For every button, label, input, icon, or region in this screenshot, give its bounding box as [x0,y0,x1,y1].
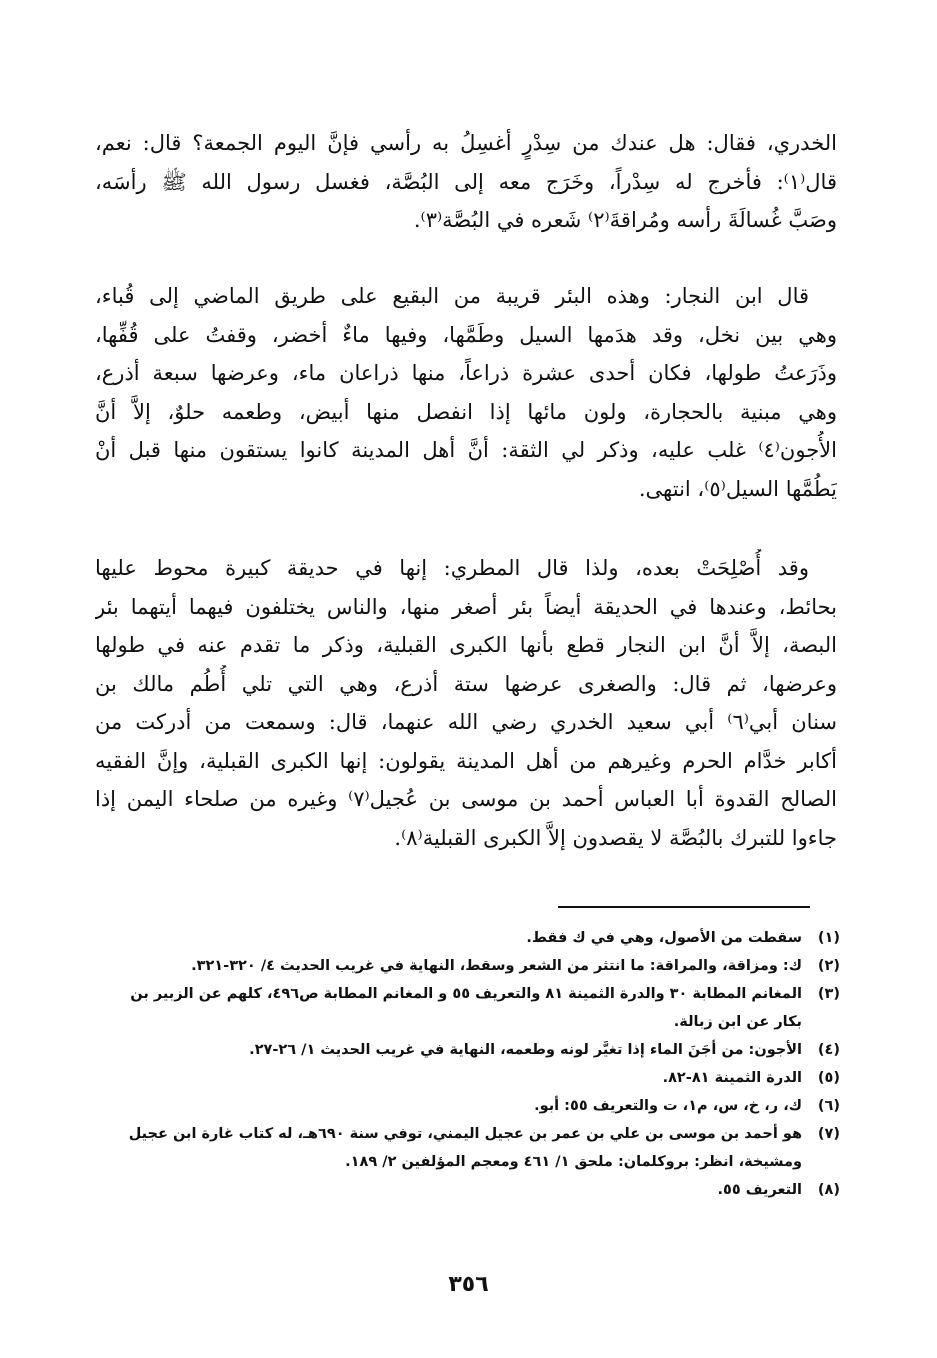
text-line: وهي بين نخل، وقد هدَمها السيل وطَمَّها، وفيها ماءٌ أخضر، وقفتُ على قُفِّها، [95,322,837,347]
text-line: وذَرَعتُ طولها، فكان أحدى عشرة ذراعاً، منها ذراعان ماء، وعرضها سبعة أذرع، [95,361,837,385]
text-line: الأُجون⁽٤⁾ غلب عليه، وذكر لي الثقة: أنَّ أهل المدينة كانوا يستقون منها قبل أنْ [95,438,837,462]
footnote-number: (٧) [817,1126,840,1142]
footnote-3 [60,980,840,1008]
text-line: جاءوا للتبرك بالبُصَّة لا يقصدون إلاَّ الكبرى القبلية⁽٨⁾. [394,825,837,850]
text-line: سنان أبي⁽٦⁾ أبي سعيد الخدري رضي الله عنهما، قال: وسمعت من أدركت من [95,710,837,734]
footnote-text: التعريف ٥٥. [717,1182,802,1198]
text-line: قال⁽١⁾: فأخرج له سِدْراً، وخَرَج معه إلى البُصَّة، فغسل رسول الله ﷺ رأسَه، [95,169,837,194]
footnote-text: الدرة الثمينة ٨١-٨٢. [662,1070,802,1086]
page-number: ٣٥٦ [448,1272,489,1297]
text-line: وهي مبنية بالحجارة، ولون مائها إذا انفصل منها أبيض، وطعمه حلوٌ، إلاَّ أنَّ [95,399,837,424]
text-line: وصَبَّ غُسالَةَ رأسه ومُراقةَ⁽٢⁾ شَعره في البُصَّة⁽٣⁾. [413,208,837,232]
footnote-number: (١) [817,930,840,946]
footnote-text: ومشيخة، انظر: بروكلمان: ملحق ١/ ٤٦١ ومعجم المؤلفين ٢/ ١٨٩. [345,1154,802,1170]
footnote-number: (٣) [817,986,840,1002]
footnote-4 [60,1036,840,1064]
footnote-number: (٦) [817,1098,840,1114]
text-line: البصة، إلاَّ أنَّ ابن النجار قطع بأنها الكبرى القبلية، وذكر ما تقدم عنه في طولها [95,633,837,657]
footnote-text: بكار عن ابن زبالة. [673,1014,802,1030]
footnote-5 [60,1064,840,1092]
footnote-text: ك: ومزاقة، والمراقة: ما انتثر من الشعر وسقط، النهاية في غريب الحديث ٤/ ٣٢٠-٣٢١. [191,958,802,974]
footnote-number: (٢) [817,958,840,974]
text-line: الصالح القدوة أبا العباس أحمد بن موسى بن عُجيل⁽٧⁾ وغيره من صلحاء اليمن إذا [95,787,837,811]
footnote-number: (٤) [817,1042,840,1058]
footnote-text: سقطت من الأصول، وهي في ك فقط. [526,930,802,946]
footnote-7-cont [60,1148,840,1176]
text-line: وعرضها، ثم قال: والصغرى عرضها ستة أذرع، وهي التي تلي أُطُم مالك بن [95,671,837,696]
footnote-separator [558,906,810,908]
text-line: وقد أُصْلِحَتْ بعده، ولذا قال المطري: إنها في حديقة كبيرة محوط عليها [95,556,809,580]
text-line: أكابر خدَّام الحرم وغيرهم من أهل المدينة يقولون: إنها الكبرى القبلية، وإنَّ الفقيه [95,748,837,773]
footnote-number: (٥) [817,1070,840,1086]
footnote-8 [60,1176,840,1204]
text-line: قال ابن النجار: وهذه البئر قريبة من البقيع على طريق الماضي إلى قُباء، [95,284,809,308]
footnote-3-cont [60,1008,840,1036]
footnote-text: هو أحمد بن موسى بن علي بن عمر بن عجيل اليمني، توفي سنة ٦٩٠هـ، له كتاب غارة ابن عجيل [128,1126,802,1142]
footnote-6 [60,1092,840,1120]
paragraph-1 [95,124,837,240]
text-line: يَطُمَّها السيل⁽٥⁾، انتهى. [638,476,837,501]
footnote-7 [60,1120,840,1148]
footnotes [60,924,840,1204]
paragraph-2 [95,277,837,508]
footnote-number: (٨) [817,1182,840,1198]
footnote-text: الأجون: من أجَنَ الماء إذا تغيَّر لونه وطعمه، النهاية في غريب الحديث ١/ ٢٦-٢٧. [249,1042,802,1058]
footnote-text: المغانم المطابة ٣٠ والدرة الثمينة ٨١ والتعريف ٥٥ و المغانم المطابة ص٤٩٦، كلهم عن الزبير بن [130,986,802,1002]
footnote-2 [60,952,840,980]
paragraph-3 [95,549,837,857]
footnote-1 [60,924,840,952]
text-line: الخدري، فقال: هل عندك من سِدْرٍ أغسِلُ به رأسي فإنَّ اليوم الجمعة؟ قال: نعم، [95,131,837,155]
footnote-text: ك، ر، خ، س، م١، ت والتعريف ٥٥: أبو. [534,1098,802,1114]
text-line: بحائط، وعندها في الحديقة أيضاً بئر أصغر منها، والناس يختلفون فيهما أيتهما بئر [95,594,837,619]
